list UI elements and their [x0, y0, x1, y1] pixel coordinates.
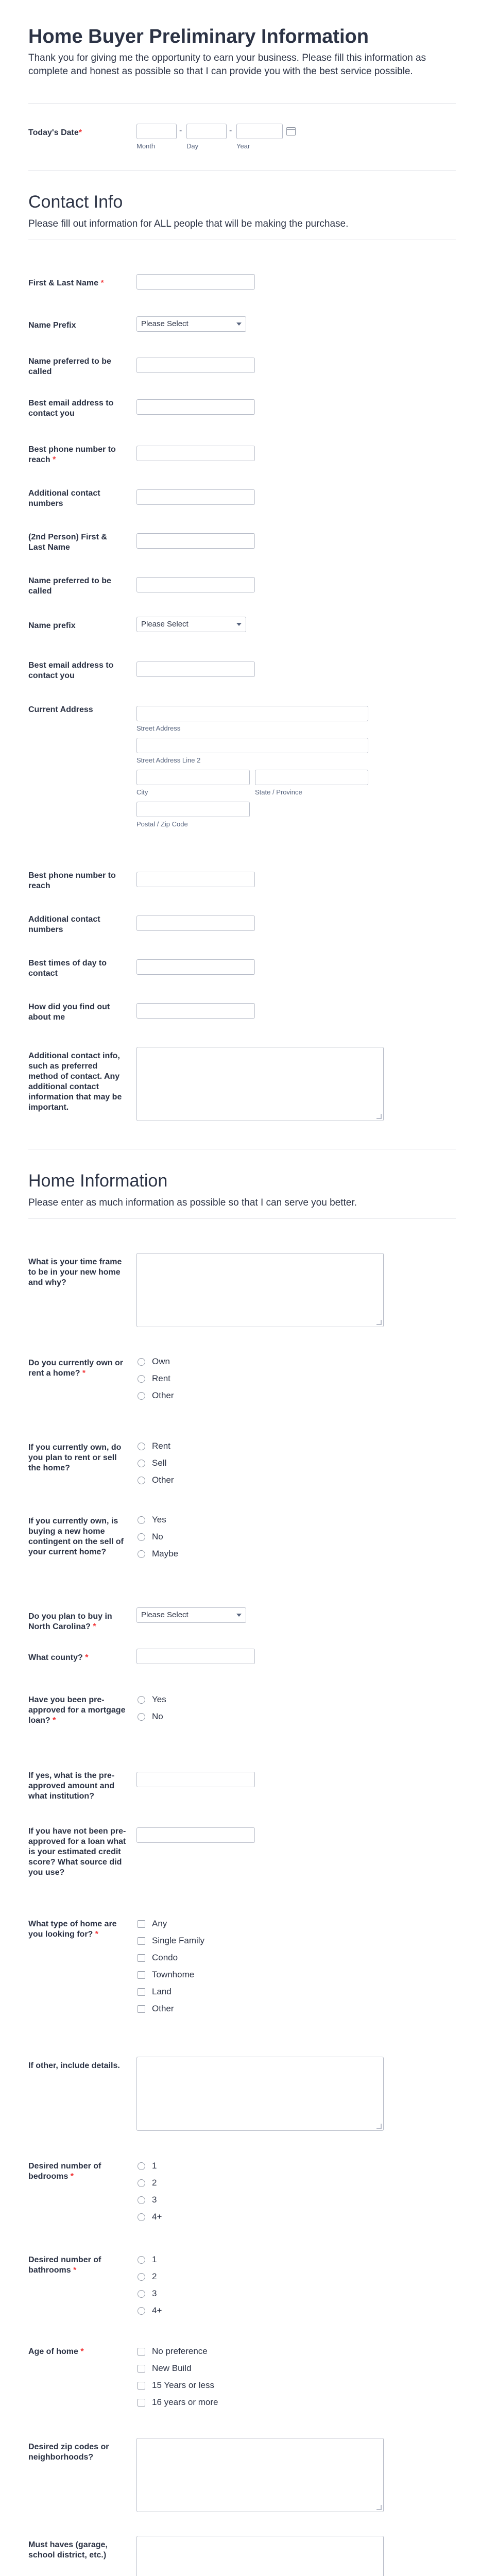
postal-sublabel: Postal / Zip Code [136, 820, 188, 828]
buy-nc-label: Do you plan to buy in North Carolina? * [28, 1612, 112, 1631]
plan-rent-sell-option: Sell [152, 1458, 167, 1468]
divider [28, 170, 456, 171]
name-prefix-2-label: Name prefix [28, 621, 76, 630]
own-rent-radio[interactable] [138, 1375, 145, 1383]
contingent-label: If you currently own, is buying a new home contingent on the sell of your current home? [28, 1517, 124, 1556]
city-input[interactable] [136, 770, 250, 785]
divider [28, 1218, 456, 1219]
city-sublabel: City [136, 788, 148, 796]
age-option: No preference [152, 2346, 208, 2356]
age-option: 16 years or more [152, 2397, 218, 2407]
date-month-input[interactable] [136, 124, 177, 139]
bathrooms-option: 2 [152, 2272, 157, 2281]
bedrooms-option: 4+ [152, 2212, 162, 2222]
preapproved-option: No [152, 1711, 163, 1721]
timeframe-textarea[interactable] [136, 1253, 384, 1327]
age-option: 15 Years or less [152, 2380, 214, 2390]
preapproved-radio[interactable] [138, 1696, 145, 1704]
buy-nc-select[interactable]: Please Select [136, 1607, 246, 1623]
street-address-input[interactable] [136, 706, 368, 721]
home-heading: Home Information [28, 1171, 168, 1191]
contingent-radio[interactable] [138, 1516, 145, 1524]
name-prefix-select[interactable]: Please Select [136, 316, 246, 332]
own-rent-option: Other [152, 1391, 174, 1400]
form-title: Home Buyer Preliminary Information [28, 26, 369, 47]
bathrooms-option: 1 [152, 2255, 157, 2264]
date-day-input[interactable] [186, 124, 227, 139]
best-phone-input[interactable] [136, 446, 255, 461]
contact-heading: Contact Info [28, 192, 123, 212]
best-times-label: Best times of day to contact [28, 959, 107, 978]
must-haves-textarea[interactable] [136, 2536, 384, 2576]
state-input[interactable] [255, 770, 368, 785]
second-person-name-input[interactable] [136, 533, 255, 549]
how-found-label: How did you find out about me [28, 1003, 110, 1022]
current-address-label: Current Address [28, 705, 93, 714]
name-preferred-2-label: Name preferred to be called [28, 577, 111, 596]
preapproved-amount-label: If yes, what is the pre-approved amount and what institution? [28, 1771, 115, 1801]
own-rent-option: Own [152, 1357, 170, 1366]
best-phone-label: Best phone number to reach * [28, 445, 116, 464]
preapproved-label: Have you been pre-approved for a mortgage loan? * [28, 1696, 126, 1725]
bedrooms-option: 1 [152, 2161, 157, 2171]
first-last-name-label: First & Last Name * [28, 279, 104, 287]
county-input[interactable] [136, 1649, 255, 1664]
credit-score-input[interactable] [136, 1827, 255, 1843]
age-checkbox[interactable] [138, 2348, 145, 2355]
bedrooms-option: 2 [152, 2178, 157, 2188]
date-year-sublabel: Year [236, 142, 250, 150]
date-separator: - [229, 126, 232, 135]
home-type-option: Any [152, 1919, 167, 1928]
contact-subheading: Please fill out information for ALL people that will be making the purchase. [28, 218, 349, 229]
date-year-input[interactable] [236, 124, 283, 139]
state-sublabel: State / Province [255, 788, 302, 796]
calendar-icon[interactable] [286, 127, 296, 135]
if-other-label: If other, include details. [28, 2061, 120, 2070]
own-rent-radio[interactable] [138, 1358, 145, 1366]
name-preferred-2-input[interactable] [136, 577, 255, 592]
plan-rent-sell-option: Rent [152, 1441, 170, 1451]
preapproved-radio[interactable] [138, 1713, 145, 1721]
plan-rent-sell-radio[interactable] [138, 1443, 145, 1450]
bedrooms-radio[interactable] [138, 2179, 145, 2187]
if-other-textarea[interactable] [136, 2057, 384, 2131]
age-checkbox[interactable] [138, 2399, 145, 2406]
name-prefix-label: Name Prefix [28, 321, 76, 330]
best-email-2-label: Best email address to contact you [28, 661, 114, 680]
contingent-option: Yes [152, 1515, 166, 1524]
home-type-label: What type of home are you looking for? * [28, 1920, 117, 1939]
home-type-checkbox[interactable] [138, 1971, 145, 1979]
age-checkbox[interactable] [138, 2365, 145, 2372]
additional-info-label: Additional contact info, such as preferred method of contact. Any additional contact information that may be important. [28, 1052, 122, 1112]
bedrooms-label: Desired number of bedrooms * [28, 2162, 101, 2181]
street-address-sublabel: Street Address [136, 724, 181, 732]
own-rent-radio[interactable] [138, 1392, 145, 1400]
chevron-down-icon [236, 623, 242, 626]
credit-score-label: If you have not been pre-approved for a loan what is your estimated credit score? What source did you use? [28, 1827, 126, 1877]
own-rent-option: Rent [152, 1374, 170, 1383]
form-intro: Thank you for giving me the opportunity to earn your business. Please fill this information as complete and honest as possible so that I can provide you with the best service possible. [28, 53, 426, 77]
todays-date-label: Today's Date* [28, 128, 82, 137]
zip-codes-textarea[interactable] [136, 2438, 384, 2512]
additional-info-textarea[interactable] [136, 1047, 384, 1121]
bathrooms-radio[interactable] [138, 2290, 145, 2298]
must-haves-label: Must haves (garage, school district, etc.) [28, 2540, 108, 2560]
chevron-down-icon [236, 323, 242, 326]
home-type-checkbox[interactable] [138, 1920, 145, 1928]
timeframe-label: What is your time frame to be in your new home and why? [28, 1258, 122, 1287]
age-checkbox[interactable] [138, 2382, 145, 2389]
contingent-option: Maybe [152, 1549, 179, 1558]
second-person-name-label: (2nd Person) First & Last Name [28, 533, 107, 552]
additional-contact-input[interactable] [136, 489, 255, 505]
plan-rent-sell-radio[interactable] [138, 1477, 145, 1484]
postal-input[interactable] [136, 802, 250, 817]
home-type-option: Land [152, 1987, 172, 1996]
county-label: What county? * [28, 1653, 89, 1662]
preapproved-option: Yes [152, 1694, 166, 1704]
home-type-option: Other [152, 2004, 174, 2013]
best-email-label: Best email address to contact you [28, 399, 114, 418]
contingent-option: No [152, 1532, 163, 1541]
street-address-2-input[interactable] [136, 738, 368, 753]
name-preferred-label: Name preferred to be called [28, 357, 111, 376]
preapproved-amount-input[interactable] [136, 1772, 255, 1787]
additional-contact-label: Additional contact numbers [28, 489, 100, 508]
home-type-option: Condo [152, 1953, 178, 1962]
street-address-2-sublabel: Street Address Line 2 [136, 756, 201, 764]
bathrooms-label: Desired number of bathrooms * [28, 2256, 101, 2275]
contingent-radio[interactable] [138, 1533, 145, 1541]
divider [28, 103, 456, 104]
bathrooms-option: 3 [152, 2289, 157, 2298]
date-day-sublabel: Day [186, 142, 199, 150]
home-type-checkbox[interactable] [138, 1988, 145, 1996]
bedrooms-radio[interactable] [138, 2213, 145, 2221]
bedrooms-radio[interactable] [138, 2162, 145, 2170]
best-phone-2-label: Best phone number to reach [28, 871, 116, 890]
home-subheading: Please enter as much information as possible so that I can serve you better. [28, 1197, 357, 1208]
additional-contact-2-input[interactable] [136, 916, 255, 931]
age-option: New Build [152, 2363, 192, 2373]
first-last-name-input[interactable] [136, 274, 255, 290]
best-phone-2-input[interactable] [136, 872, 255, 887]
home-type-checkbox[interactable] [138, 1954, 145, 1962]
contingent-radio[interactable] [138, 1550, 145, 1558]
best-times-input[interactable] [136, 959, 255, 975]
zip-codes-label: Desired zip codes or neighborhoods? [28, 2443, 109, 2462]
name-preferred-input[interactable] [136, 358, 255, 373]
bedrooms-option: 3 [152, 2195, 157, 2205]
bathrooms-option: 4+ [152, 2306, 162, 2315]
bathrooms-radio[interactable] [138, 2256, 145, 2264]
own-rent-label: Do you currently own or rent a home? * [28, 1359, 124, 1378]
date-separator: - [179, 126, 182, 135]
bathrooms-radio[interactable] [138, 2307, 145, 2315]
home-type-option: Townhome [152, 1970, 195, 1979]
plan-rent-sell-label: If you currently own, do you plan to rent or sell the home? [28, 1443, 122, 1472]
plan-rent-sell-option: Other [152, 1475, 174, 1485]
additional-contact-2-label: Additional contact numbers [28, 915, 100, 934]
best-email-input[interactable] [136, 399, 255, 415]
age-label: Age of home * [28, 2347, 84, 2356]
plan-rent-sell-radio[interactable] [138, 1460, 145, 1467]
date-month-sublabel: Month [136, 142, 156, 150]
best-email-2-input[interactable] [136, 662, 255, 677]
how-found-input[interactable] [136, 1003, 255, 1019]
home-type-option: Single Family [152, 1936, 205, 1945]
bedrooms-radio[interactable] [138, 2196, 145, 2204]
chevron-down-icon [236, 1614, 242, 1617]
home-type-checkbox[interactable] [138, 2005, 145, 2013]
name-prefix-2-select[interactable]: Please Select [136, 617, 246, 632]
bathrooms-radio[interactable] [138, 2273, 145, 2281]
home-type-checkbox[interactable] [138, 1937, 145, 1945]
